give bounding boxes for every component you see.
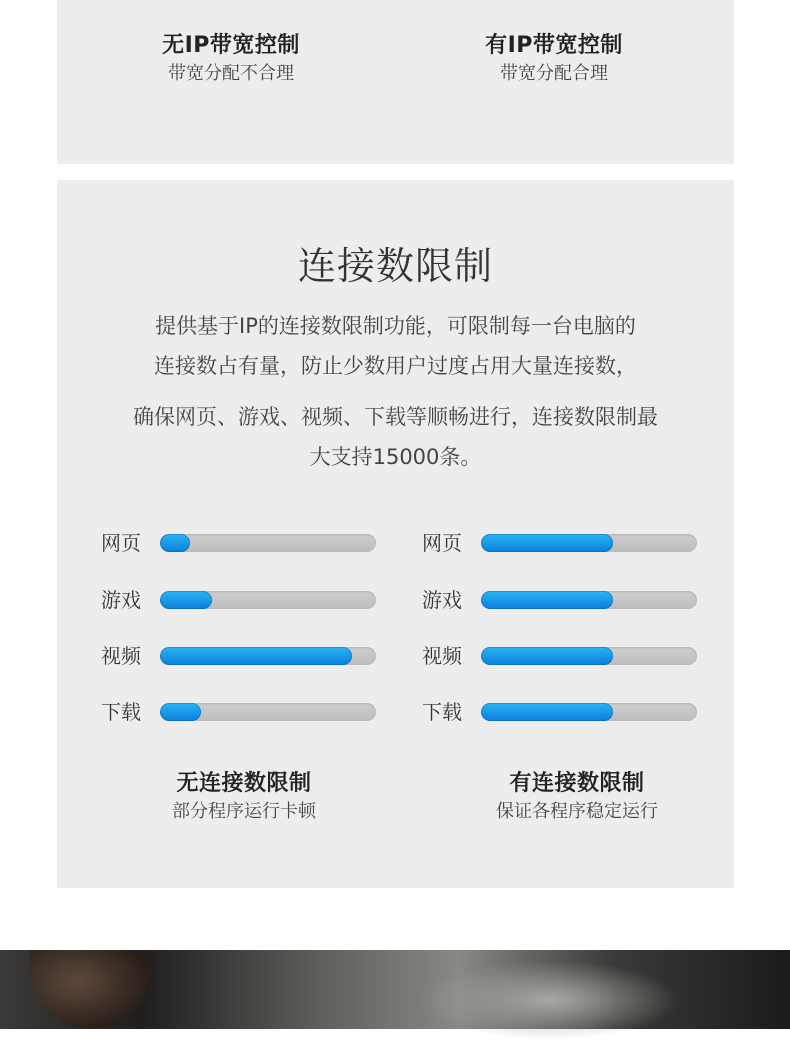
description-line: 提供基于IP的连接数限制功能，可限制每一台电脑的 <box>155 314 636 338</box>
progress-label: 网页 <box>101 531 141 555</box>
progress-label: 网页 <box>422 531 462 555</box>
progress-fill <box>160 703 201 721</box>
section-heading: 连接数限制 <box>297 244 493 288</box>
progress-label: 视频 <box>422 644 462 668</box>
caption-subtitle: 带宽分配不合理 <box>168 63 294 84</box>
progress-row <box>101 700 381 724</box>
progress-label: 下载 <box>101 700 141 724</box>
bandwidth-control-caption <box>444 32 664 86</box>
description-line: 大支持15000条。 <box>309 445 482 469</box>
progress-label: 游戏 <box>101 588 141 612</box>
progress-label: 下载 <box>422 700 462 724</box>
progress-track <box>481 534 697 552</box>
photo-detail <box>420 960 680 1040</box>
progress-track <box>481 703 697 721</box>
caption-title: 有连接数限制 <box>509 771 645 796</box>
progress-fill <box>160 591 212 609</box>
progress-row <box>101 588 381 612</box>
progress-fill <box>481 591 613 609</box>
progress-track <box>160 703 376 721</box>
progress-track <box>481 591 697 609</box>
progress-fill <box>160 534 190 552</box>
progress-row <box>101 531 381 555</box>
progress-row <box>422 700 702 724</box>
progress-fill <box>481 703 613 721</box>
progress-track <box>160 534 376 552</box>
no-bandwidth-control-caption <box>121 32 341 86</box>
progress-label: 游戏 <box>422 588 462 612</box>
caption-subtitle: 部分程序运行卡顿 <box>172 801 316 822</box>
progress-fill <box>160 647 352 665</box>
connection-limit-caption <box>467 770 687 824</box>
progress-fill <box>481 534 613 552</box>
background-photo <box>0 950 790 1029</box>
description-line: 确保网页、游戏、视频、下载等顺畅进行，连接数限制最 <box>133 405 658 429</box>
progress-track <box>160 591 376 609</box>
progress-row <box>101 644 381 668</box>
photo-detail <box>30 950 150 1029</box>
caption-subtitle: 保证各程序稳定运行 <box>496 801 658 822</box>
caption-subtitle: 带宽分配合理 <box>500 63 608 84</box>
progress-track <box>160 647 376 665</box>
description-line: 连接数占有量，防止少数用户过度占用大量连接数， <box>154 354 637 378</box>
progress-row <box>422 644 702 668</box>
no-connection-limit-caption <box>134 770 354 824</box>
progress-fill <box>481 647 613 665</box>
progress-row <box>422 531 702 555</box>
progress-label: 视频 <box>101 644 141 668</box>
caption-title: 无IP带宽控制 <box>162 33 300 58</box>
caption-title: 无连接数限制 <box>176 771 312 796</box>
progress-track <box>481 647 697 665</box>
caption-title: 有IP带宽控制 <box>485 33 623 58</box>
progress-row <box>422 588 702 612</box>
